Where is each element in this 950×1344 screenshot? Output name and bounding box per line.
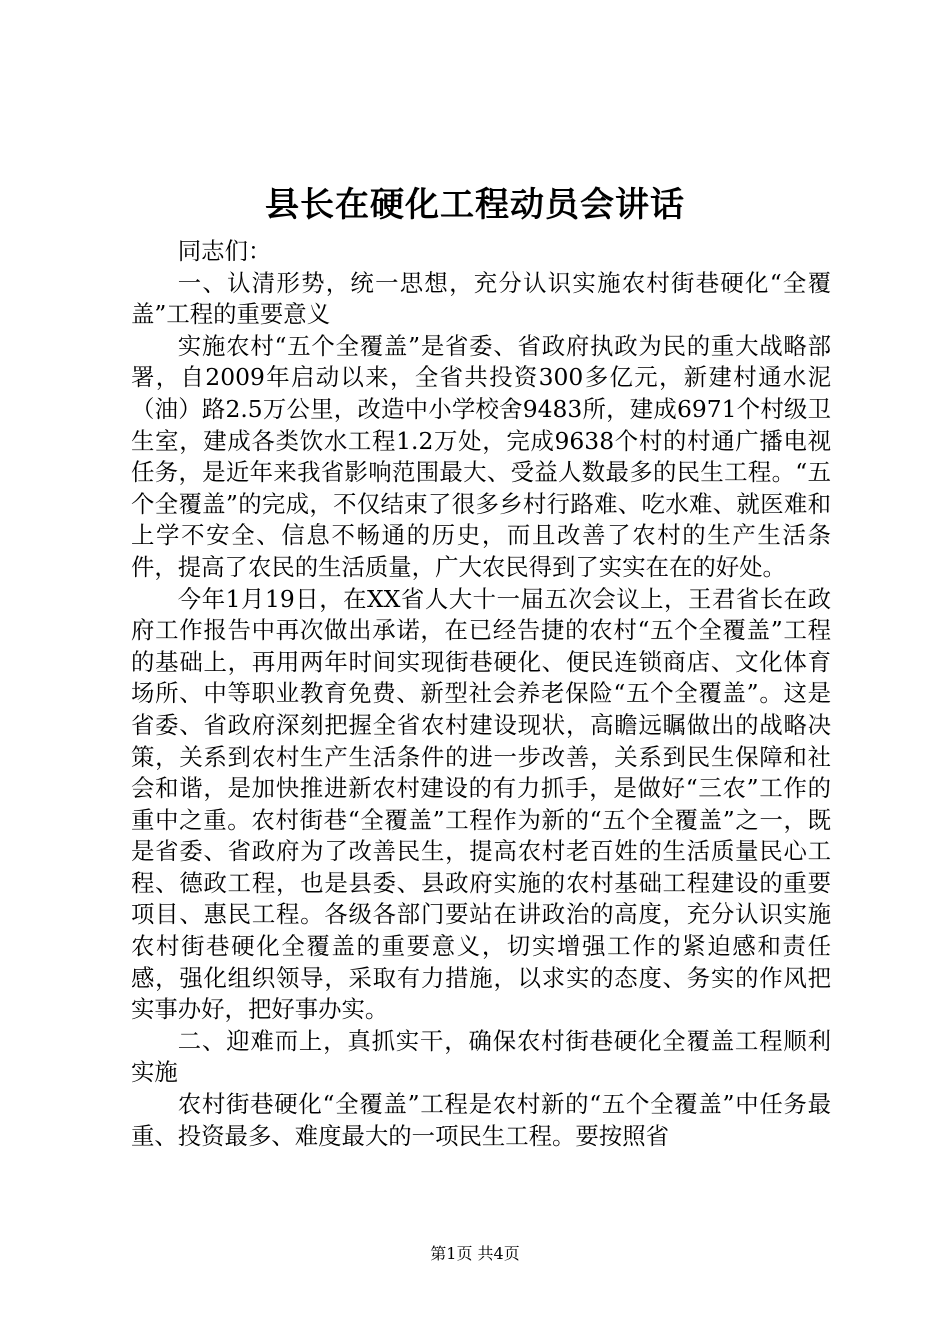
- paragraph-2: 今年1月19日，在XX省人大十一届五次会议上，王君省长在政府工作报告中再次做出承诺，在已经告捷的农村“五个全覆盖”工程的基础上，再用两年时间实现街巷硬化、便民连锁商店、文化体育场所、中等职业教育免费、新型社会养老保险“五个全覆盖”。这是省委、省政府深刻把握全省农村建设现状，高瞻远瞩做出的战略决策，关系到农村生产生活条件的进一步改善，关系到民生保障和社会和谐，是加快推进新农村建设的有力抓手，是做好“三农”工作的重中之重。农村街巷“全覆盖”工程作为新的“五个全覆盖”之一，既是省委、省政府为了改善民生，提高农村老百姓的生活质量民心工程、德政工程，也是县委、县政府实施的农村基础工程建设的重要项目、惠民工程。各级各部门要站在讲政治的高度，充分认识实施农村街巷硬化全覆盖的重要意义，切实增强工作的紧迫感和责任感，强化组织领导，采取有力措施，以求实的态度、务实的作风把实事办好，把好事办实。: [131, 584, 831, 1024]
- paragraph-1: 实施农村“五个全覆盖”是省委、省政府执政为民的重大战略部署，自2009年启动以来，全省共投资300多亿元，新建村通水泥（油）路2.5万公里，改造中小学校舍9483所，建成6971个村级卫生室，建成各类饮水工程1.2万处，完成9638个村的村通广播电视任务，是近年来我省影响范围最大、受益人数最多的民生工程。“五个全覆盖”的完成，不仅结束了很多乡村行路难、吃水难、就医难和上学不安全、信息不畅通的历史，而且改善了农村的生产生活条件，提高了农民的生活质量，广大农民得到了实实在在的好处。: [131, 331, 831, 581]
- salutation: 同志们：: [177, 237, 272, 265]
- section-heading-2: 二、迎难而上，真抓实干，确保农村街巷硬化全覆盖工程顺利实施: [131, 1026, 831, 1087]
- page-footer: 第1页 共4页: [430, 1244, 520, 1263]
- document-body: [131, 236, 831, 1152]
- section-heading-1: 一、认清形势，统一思想，充分认识实施农村街巷硬化“全覆盖”工程的重要意义: [131, 268, 831, 329]
- paragraph-3: 农村街巷硬化“全覆盖”工程是农村新的“五个全覆盖”中任务最重、投资最多、难度最大的一项民生工程。要按照省: [131, 1090, 831, 1150]
- document-title: 县长在硬化工程动员会讲话: [265, 185, 685, 225]
